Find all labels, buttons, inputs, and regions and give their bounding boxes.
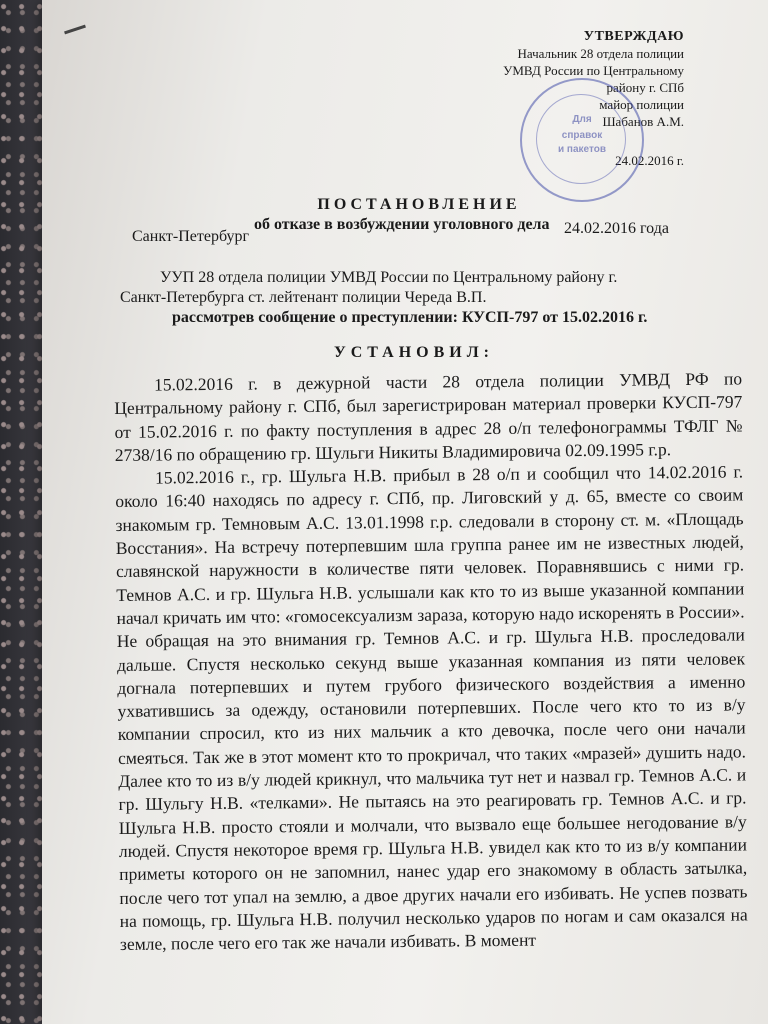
- document-city: Санкт-Петербург: [132, 228, 250, 245]
- intro-line: рассмотрев сообщение о преступлении: КУСП-797 от 15.02.2016 г.: [172, 309, 648, 326]
- approval-line: УМВД России по Центральному: [503, 63, 684, 78]
- intro-block: [120, 268, 647, 328]
- intro-line: Санкт-Петербурга ст. лейтенант полиции Череда В.П.: [120, 289, 487, 306]
- official-stamp: [520, 78, 644, 202]
- paragraph: 15.02.2016 г. в дежурной части 28 отдела полиции УМВД РФ по Центральному району г. СПб, был зарегистрирован материал проверки КУСП-797 от 15.02.2016 г. по факту поступления в адрес 28 о/п телефонограммы ТФЛГ № 2738/16 по обращению гр. Шульги Никиты Владимировича 02.09.1995 г.р.: [114, 368, 743, 465]
- stamp-text: справок: [561, 130, 603, 141]
- approval-title: УТВЕРЖДАЮ: [583, 29, 684, 44]
- document-date: 24.02.2016 года: [564, 220, 669, 237]
- approval-line: Шабанов А.М.: [602, 114, 684, 129]
- approval-date: 24.02.2016 г.: [615, 153, 684, 168]
- approval-line: району г. СПб: [606, 80, 684, 95]
- stamp-text: и пакетов: [558, 144, 606, 155]
- approval-line: майор полиции: [599, 97, 684, 112]
- section-title: УСТАНОВИЛ:: [334, 344, 494, 361]
- document-title: ПОСТАНОВЛЕНИЕ: [317, 196, 521, 213]
- paragraph: 15.02.2016 г., гр. Шульга Н.В. прибыл в 28 о/п и сообщил что 14.02.2016 г. около 16:40 находясь по адресу г. СПб, пр. Лиговский у д. 65, вместе со своим знакомым гр. Темновым А.С. 13.01.1998 г.р. следовали в сторону ст. м. «Площадь Восстания». На встречу потерпевшим шла группа ранее им не известных людей, славянской наружности в количестве пяти человек. Поравнявшись с ними гр. Темнов А.С. и гр. Шульга Н.В. услышали как кто то из выше указанной компании начал кричать им что: «гомосексуализм зараза, которую надо искоренять в России». Не обращая на это внимания гр. Темнов А.С. и гр. Шульга Н.В. проследовали дальше. Спустя несколько секунд выше указанная компания из пяти человек догнала потерпевших и путем грубого физического воздействия а именно ухватившись за одежду, остановили потерпевших. После чего кто то из в/у компании спросил, кто из них мальчик а кто девочка, после чего они начали смеяться. Так же в этот момент кто то прокричал, что таких «мразей» душить надо. Далее кто то из в/у людей крикнул, что мальчика тут нет и назвал гр. Темнов А.С. и гр. Шульгу Н.В. «телками». Не пытаясь на это реагировать гр. Темнов А.С. и гр. Шульга Н.В. просто стояли и молчали, что вызвало еще большее негодование в/у людей. Спустя некоторое время гр. Шульга Н.В. увидел как кто то из в/у компании приметы которого он не запомнил, нанес удар его знакомому в область затылка, после чего тот упал на землю, а двое других начали его избивать. Не успев позвать на помощь, гр. Шульга Н.В. получил несколько ударов по ногам и сам оказался на земле, после чего его так же начали избивать. В момент: [115, 461, 748, 955]
- body-text: [114, 367, 748, 956]
- approval-line: Начальник 28 отдела полиции: [517, 46, 684, 61]
- intro-line: УУП 28 отдела полиции УМВД России по Центральному району г.: [160, 269, 618, 286]
- stamp-text: Для: [572, 114, 592, 125]
- document-subtitle: об отказе в возбуждении уголовного дела: [254, 216, 550, 233]
